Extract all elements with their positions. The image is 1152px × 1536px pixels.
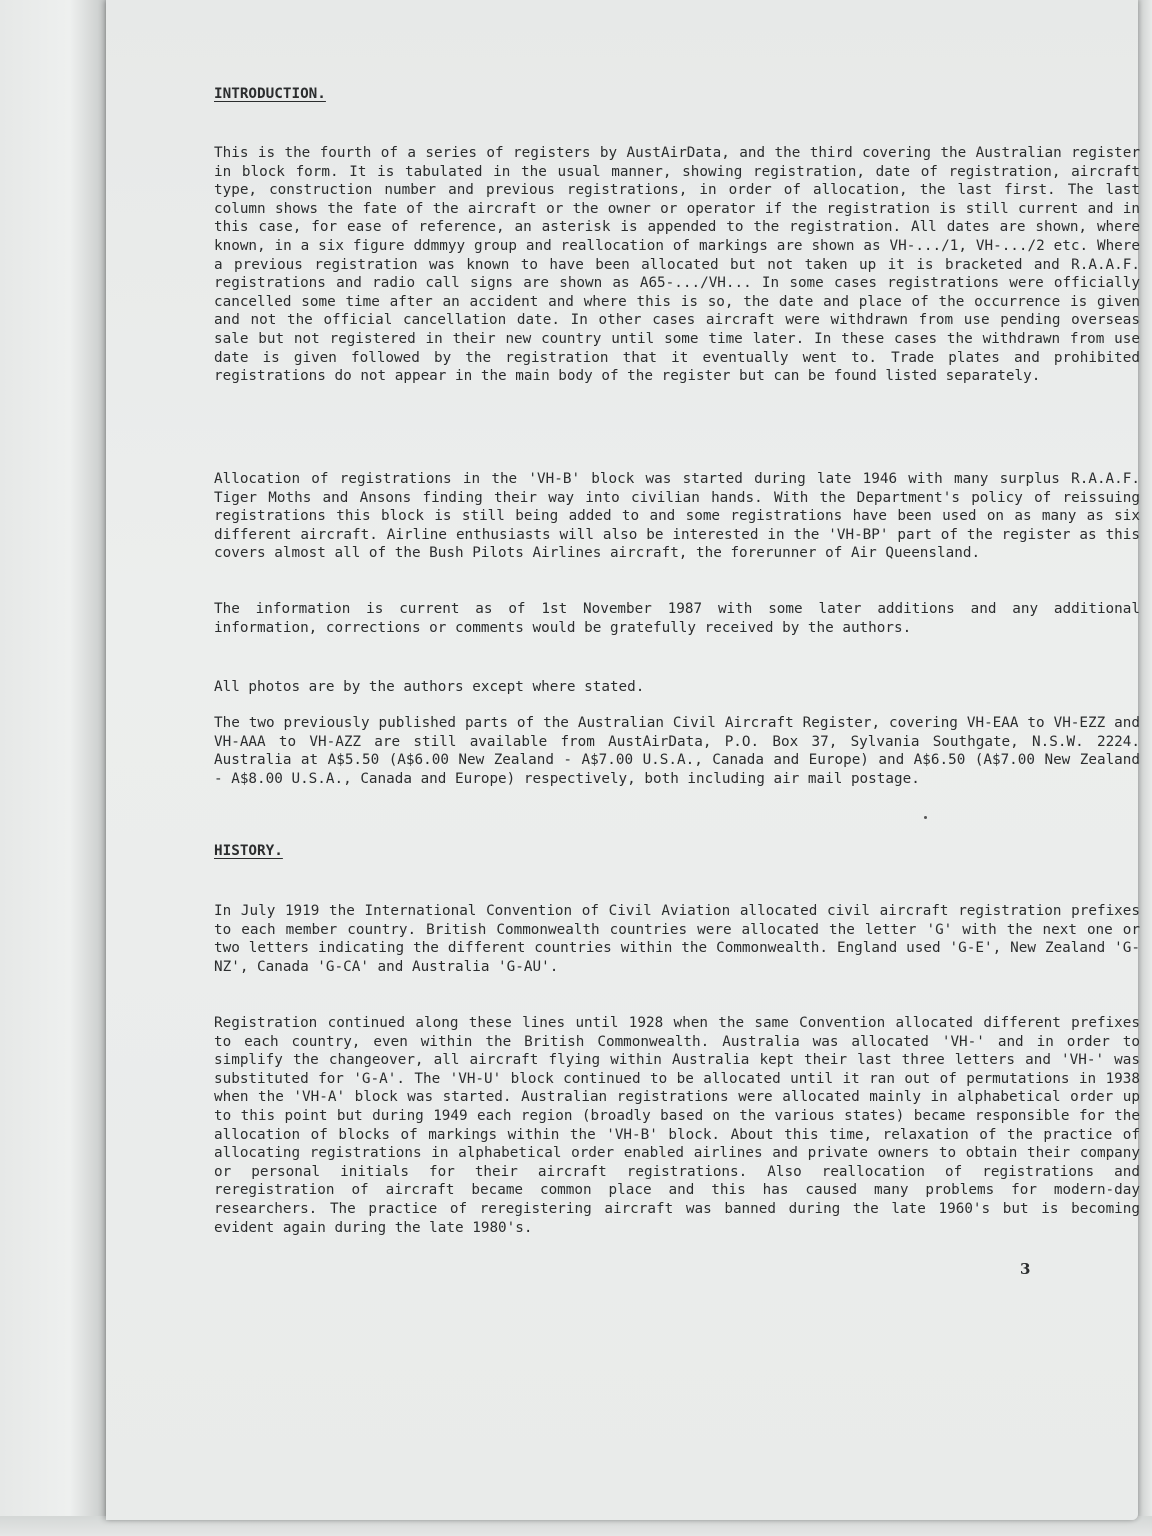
intro-paragraph-3: The information is current as of 1st November 1987 with some later additions and any additional information, corrections or comments would be gratefully received by the authors. xyxy=(214,601,1140,636)
introduction-heading: INTRODUCTION. xyxy=(214,86,326,102)
paper-speck xyxy=(924,816,927,819)
intro-paragraph-1: This is the fourth of a series of registers by AustAirData, and the third covering the Australian register in block form. It is tabulated in the usual manner, showing registration, date of registration, aircraft type, construction number and previous registrations, in order of allocation, the last first. The last column shows the fate of the aircraft or the owner or operator if the registration is still current and in this case, for ease of reference, an asterisk is appended to the registration. All dates are shown, where known, in a six figure ddmmyy group and reallocation of markings are shown as VH-.../1, VH-.../2 etc. Where a previous registration was known to have been allocated but not taken up it is bracketed and R.A.A.F. registrations and radio call signs are shown as A65-.../VH... In some cases registrations were officially cancelled some time after an accident and where this is so, the date and place of the occurrence is given and not the official cancellation date. In other cases aircraft were withdrawn from use pending overseas sale but not registered in their new country until some time later. In these cases the withdrawn from use date is given followed by the registration that it eventually went to. Trade plates and prohibited registrations do not appear in the main body of the register but can be found listed separately. xyxy=(214,145,1140,385)
intro-paragraph-4: All photos are by the authors except where stated. xyxy=(214,679,645,695)
intro-paragraph-2: Allocation of registrations in the 'VH-B' block was started during late 1946 with many surplus R.A.A.F. Tiger Moths and Ansons finding their way into civilian hands. With the Department's policy of reissuing registrations this block is still being added to and some registrations have been used on as many as six different aircraft. Airline enthusiasts will also be interested in the 'VH-BP' part of the register as this covers almost all of the Bush Pilots Airlines aircraft, the forerunner of Air Queensland. xyxy=(214,471,1140,562)
document-page xyxy=(106,0,1138,1520)
history-paragraph-2: Registration continued along these lines until 1928 when the same Convention allocated different prefixes to each country, even within the British Commonwealth. Australia was allocated 'VH-' and in order to simplify the changeover, all aircraft flying within Australia kept their last three letters and 'VH-' was substituted for 'G-A'. The 'VH-U' block continued to be allocated until it ran out of permutations in 1938 when the 'VH-A' block was started. Australian registrations were allocated mainly in alphabetical order up to this point but during 1949 each region (broadly based on the various states) became responsible for the allocation of blocks of markings within the 'VH-B' block. About this time, relaxation of the practice of allocating registrations in alphabetical order enabled airlines and private owners to obtain their company or personal initials for their aircraft registrations. Also reallocation of registrations and reregistration of aircraft became common place and this has caused many problems for modern-day researchers. The practice of reregistering aircraft was banned during the late 1960's but is becoming evident again during the late 1980's. xyxy=(214,1015,1140,1236)
intro-paragraph-5: The two previously published parts of the Australian Civil Aircraft Register, covering VH-EAA to VH-EZZ and VH-AAA to VH-AZZ are still available from AustAirData, P.O. Box 37, Sylvania Southgate, N.S.W. 2224. Australia at A$5.50 (A$6.00 New Zealand - A$7.00 U.S.A., Canada and Europe) and A$6.50 (A$7.00 New Zealand - A$8.00 U.S.A., Canada and Europe) respectively, both including air mail postage. xyxy=(214,715,1140,787)
previous-page-edge xyxy=(0,0,118,1536)
history-paragraph-1: In July 1919 the International Convention of Civil Aviation allocated civil aircraft registration prefixes to each member country. British Commonwealth countries were allocated the letter 'G' with the next one or two letters indicating the different countries within the Commonwealth. England used 'G-E', New Zealand 'G-NZ', Canada 'G-CA' and Australia 'G-AU'. xyxy=(214,903,1140,975)
page-number: 3 xyxy=(1020,1260,1031,1278)
history-heading: HISTORY. xyxy=(214,843,283,859)
